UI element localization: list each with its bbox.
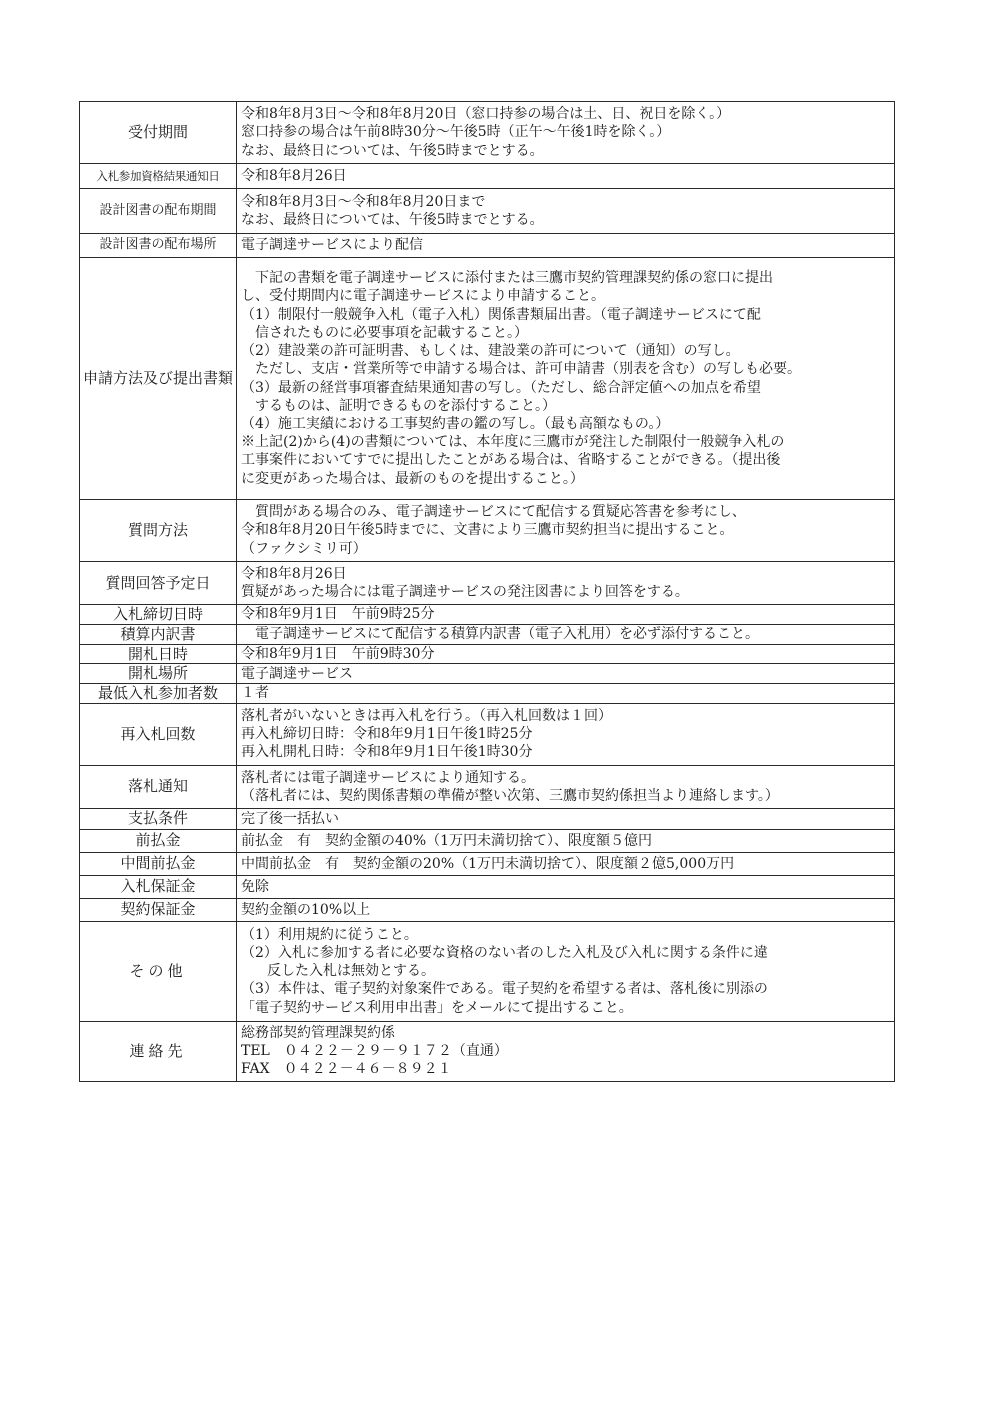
value-line: 免除 [241, 878, 269, 895]
row-label: 設計図書の配布期間 [80, 189, 237, 234]
value-line: 質疑があった場合には電子調達サービスの発注図書により回答をする。 [241, 584, 689, 600]
value-line: 信されたものに必要事項を記載すること。） [255, 324, 528, 341]
row-value [237, 808, 895, 829]
row-value [237, 102, 895, 164]
row-value [237, 164, 895, 189]
row-value [237, 829, 895, 852]
table-row [80, 921, 895, 1021]
row-value [237, 852, 895, 875]
table-row [80, 684, 895, 704]
value-line: に変更があった場合は、最新のものを提出すること。） [241, 470, 584, 487]
value-line: 窓口持参の場合は午前8時30分～午後5時（正午～午後1時を除く。） [241, 124, 671, 141]
row-value [237, 258, 895, 500]
row-label: 入札参加資格結果通知日 [80, 164, 237, 189]
row-value [237, 684, 895, 704]
table-row [80, 644, 895, 664]
value-line: 再入札開札日時：令和8年9月1日午後1時30分 [241, 744, 533, 761]
value-line: なお、最終日については、午後5時までとする。 [241, 212, 544, 228]
value-line: 令和8年8月26日 [241, 565, 347, 582]
value-line: 下記の書類を電子調達サービスに添付または三鷹市契約管理課契約係の窓口に提出 [255, 270, 773, 287]
value-line: （3）本件は、電子契約対象案件である。電子契約を希望する者は、落札後に別添の [241, 981, 768, 998]
row-value [237, 562, 895, 605]
value-line: 完了後一括払い [241, 810, 339, 827]
row-label: 再入札回数 [80, 703, 237, 765]
table-row [80, 664, 895, 684]
table-row [80, 1021, 895, 1081]
value-line: し、受付期間内に電子調達サービスにより申請すること。 [241, 288, 605, 305]
value-line: 令和8年8月26日 [241, 167, 347, 184]
value-line: 中間前払金 有 契約金額の20%（1万円未満切捨て）、限度額２億5,000万円 [241, 855, 735, 872]
value-line: 「電子契約サービス利用申出書」をメールにて提出すること。 [241, 999, 633, 1016]
row-value [237, 234, 895, 258]
table-row [80, 829, 895, 852]
row-label: 申請方法及び提出書類 [80, 258, 237, 500]
row-label: 連絡先 [80, 1021, 237, 1081]
value-line: 令和8年8月3日～令和8年8月20日まで [241, 193, 486, 210]
row-label: 支払条件 [80, 808, 237, 829]
table-row [80, 703, 895, 765]
value-line: （落札者には、契約関係書類の準備が整い次第、三鷹市契約係担当より連絡します。） [241, 787, 779, 804]
row-label: 設計図書の配布場所 [80, 234, 237, 258]
row-label: 質問回答予定日 [80, 562, 237, 605]
value-line: ただし、支店・営業所等で申請する場合は、許可申請書（別表を含む）の写しも必要。 [255, 361, 801, 378]
value-line: 落札者には電子調達サービスにより通知する。 [241, 769, 535, 786]
value-line: 質問がある場合のみ、電子調達サービスにて配信する質疑応答書を参考にし、 [255, 504, 746, 521]
table-row [80, 500, 895, 562]
value-line: 電子調達サービスにて配信する積算内訳書（電子入札用）を必ず添付すること。 [255, 626, 759, 643]
row-value [237, 921, 895, 1021]
row-value [237, 765, 895, 808]
row-label: 開札日時 [80, 644, 237, 664]
table-row [80, 765, 895, 808]
value-line: するものは、証明できるものを添付すること。） [255, 397, 556, 414]
value-line: 電子調達サービスにより配信 [241, 237, 423, 254]
value-line: 落札者がいないときは再入札を行う。（再入札回数は１回） [241, 707, 612, 724]
value-line: （4）施工実績における工事契約書の鑑の写し。（最も高額なもの。） [241, 415, 670, 432]
row-label: 中間前払金 [80, 852, 237, 875]
value-line: TEL ０４２２－２９－９１７２（直通） [241, 1043, 508, 1060]
value-line: （3）最新の経営事項審査結果通知書の写し。（ただし、総合評定値への加点を希望 [241, 379, 761, 396]
table-row [80, 164, 895, 189]
table-row [80, 898, 895, 921]
row-label: 入札保証金 [80, 875, 237, 898]
value-line: FAX ０４２２－４６－８９２１ [241, 1061, 452, 1078]
row-value [237, 1021, 895, 1081]
table-row [80, 562, 895, 605]
value-line: 令和8年9月1日 午前9時30分 [241, 645, 435, 662]
value-line: （ファクシミリ可） [241, 540, 367, 557]
table-row [80, 234, 895, 258]
row-label: その他 [80, 921, 237, 1021]
row-label: 受付期間 [80, 102, 237, 164]
value-line: （2）入札に参加する者に必要な資格のない者のした入札及び入札に関する条件に違 [241, 944, 768, 961]
procurement-info-table [79, 101, 895, 1082]
row-label: 最低入札参加者数 [80, 684, 237, 704]
row-value [237, 189, 895, 234]
table-row [80, 102, 895, 164]
table-row [80, 875, 895, 898]
row-value [237, 875, 895, 898]
table-row [80, 258, 895, 500]
value-line: 再入札締切日時：令和8年9月1日午後1時25分 [241, 726, 533, 743]
row-value [237, 624, 895, 644]
row-label: 前払金 [80, 829, 237, 852]
table-row [80, 189, 895, 234]
table-row [80, 605, 895, 625]
value-line: 電子調達サービス [241, 665, 353, 682]
table-row [80, 852, 895, 875]
value-line: （1）利用規約に従うこと。 [241, 926, 418, 943]
row-label: 質問方法 [80, 500, 237, 562]
value-line: １者 [241, 685, 269, 702]
row-value [237, 898, 895, 921]
row-label: 落札通知 [80, 765, 237, 808]
row-value [237, 500, 895, 562]
row-label: 入札締切日時 [80, 605, 237, 625]
value-line: ※上記(2)から(4)の書類については、本年度に三鷹市が発注した制限付一般競争入札の [241, 434, 785, 451]
value-line: （1）制限付一般競争入札（電子入札）関係書類届出書。（電子調達サービスにて配 [241, 306, 761, 323]
table-row [80, 624, 895, 644]
row-value [237, 605, 895, 625]
value-line: 令和8年8月3日～令和8年8月20日（窓口持参の場合は土、日、祝日を除く。） [241, 106, 731, 123]
row-value [237, 664, 895, 684]
row-value [237, 644, 895, 664]
row-label: 開札場所 [80, 664, 237, 684]
value-line: 契約金額の10%以上 [241, 901, 371, 918]
row-label: 積算内訳書 [80, 624, 237, 644]
table-row [80, 808, 895, 829]
value-line: 前払金 有 契約金額の40%（1万円未満切捨て）、限度額５億円 [241, 832, 653, 849]
value-line: なお、最終日については、午後5時までとする。 [241, 142, 544, 159]
row-label: 契約保証金 [80, 898, 237, 921]
value-line: （2）建設業の許可証明書、もしくは、建設業の許可について（通知）の写し。 [241, 343, 740, 360]
value-line: 総務部契約管理課契約係 [241, 1024, 395, 1041]
value-line: 令和8年8月20日午後5時までに、文書により三鷹市契約担当に提出すること。 [241, 522, 734, 539]
value-line: 反した入札は無効とする。 [267, 963, 435, 980]
row-value [237, 703, 895, 765]
value-line: 令和8年9月1日 午前9時25分 [241, 606, 435, 623]
value-line: 工事案件においてすでに提出したことがある場合は、省略することができる。（提出後 [241, 452, 781, 469]
